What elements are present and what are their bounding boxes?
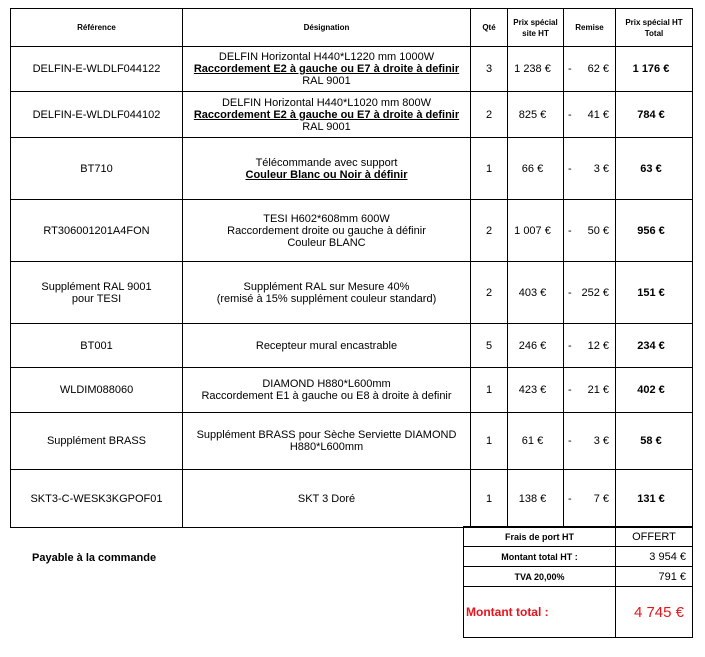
discount-dash: - bbox=[568, 224, 572, 237]
header-unit-price-line1: Prix spécial bbox=[513, 17, 558, 27]
header-unit-price bbox=[508, 9, 564, 47]
designation-line: Raccordement E1 à gauche ou E8 à droite à definir bbox=[201, 390, 452, 402]
discount-dash: - bbox=[568, 286, 572, 299]
payment-terms-note: Payable à la commande bbox=[32, 552, 157, 564]
cell-qty: 2 bbox=[471, 262, 508, 324]
vat-value: 791 € bbox=[616, 567, 693, 587]
cell-designation bbox=[183, 138, 471, 200]
designation-line: Recepteur mural encastrable bbox=[255, 339, 398, 352]
designation-line: Supplément BRASS pour Sèche Serviette DIAMOND bbox=[196, 429, 457, 441]
cell-qty: 1 bbox=[471, 413, 508, 470]
cell-designation bbox=[183, 47, 471, 92]
cell-designation bbox=[183, 470, 471, 528]
grand-total-row bbox=[464, 587, 693, 638]
cell-reference: WLDIM088060 bbox=[11, 368, 183, 413]
designation-line: Télécommande avec support bbox=[255, 156, 398, 169]
shipping-value: OFFERT bbox=[616, 527, 693, 547]
designation-line: TESI H602*608mm 600W bbox=[263, 212, 390, 225]
subtotal-label: Montant total HT : bbox=[464, 547, 616, 567]
cell-designation bbox=[183, 262, 471, 324]
table-row bbox=[11, 413, 693, 470]
cell-designation bbox=[183, 413, 471, 470]
cell-unit-price: 246 € bbox=[508, 324, 564, 368]
designation-line-emphasis: Raccordement E2 à gauche ou E7 à droite à definir bbox=[193, 108, 460, 121]
discount-dash: - bbox=[568, 339, 572, 352]
cell-reference: RT306001201A4FON bbox=[11, 200, 183, 262]
header-qty: Qté bbox=[471, 9, 508, 47]
subtotal-row bbox=[464, 547, 693, 567]
cell-designation bbox=[183, 324, 471, 368]
cell-unit-price: 825 € bbox=[508, 92, 564, 138]
table-row bbox=[11, 262, 693, 324]
cell-discount bbox=[564, 200, 616, 262]
header-discount: Remise bbox=[564, 9, 616, 47]
grand-total-value: 4 745 € bbox=[616, 587, 693, 638]
designation-line-emphasis: Couleur Blanc ou Noir à définir bbox=[245, 168, 408, 181]
table-row bbox=[11, 368, 693, 413]
discount-value: 62 € bbox=[587, 63, 609, 75]
cell-discount bbox=[564, 324, 616, 368]
cell-discount bbox=[564, 138, 616, 200]
designation-line: H880*L600mm bbox=[289, 441, 364, 453]
cell-qty: 1 bbox=[471, 368, 508, 413]
table-row bbox=[11, 47, 693, 92]
cell-qty: 1 bbox=[471, 470, 508, 528]
subtotal-value: 3 954 € bbox=[616, 547, 693, 567]
quote-items-table bbox=[10, 8, 693, 528]
header-total-line2: Total bbox=[644, 28, 664, 38]
totals-summary-table bbox=[463, 526, 693, 638]
cell-reference: DELFIN-E-WLDLF044122 bbox=[11, 47, 183, 92]
cell-qty: 2 bbox=[471, 92, 508, 138]
cell-total: 1 176 € bbox=[616, 47, 693, 92]
cell-unit-price: 66 € bbox=[508, 138, 564, 200]
discount-value: 252 € bbox=[581, 286, 609, 299]
table-row bbox=[11, 324, 693, 368]
header-designation: Désignation bbox=[183, 9, 471, 47]
cell-reference: BT710 bbox=[11, 138, 183, 200]
cell-reference bbox=[11, 262, 183, 324]
designation-line: RAL 9001 bbox=[302, 120, 351, 133]
cell-designation bbox=[183, 368, 471, 413]
discount-value: 7 € bbox=[593, 492, 609, 505]
cell-unit-price: 1 238 € bbox=[508, 47, 564, 92]
header-total bbox=[616, 9, 693, 47]
cell-discount bbox=[564, 413, 616, 470]
discount-dash: - bbox=[568, 162, 572, 175]
vat-label: TVA 20,00% bbox=[464, 567, 616, 587]
cell-qty: 5 bbox=[471, 324, 508, 368]
cell-designation bbox=[183, 200, 471, 262]
table-header-row bbox=[11, 9, 693, 47]
header-unit-price-line2: site HT bbox=[522, 28, 549, 38]
designation-line: DELFIN Horizontal H440*L1220 mm 1000W bbox=[218, 51, 435, 63]
cell-qty: 2 bbox=[471, 200, 508, 262]
cell-discount bbox=[564, 368, 616, 413]
designation-line: Raccordement droite ou gauche à définir bbox=[227, 224, 426, 237]
table-row bbox=[11, 138, 693, 200]
discount-value: 3 € bbox=[593, 435, 609, 447]
cell-total: 784 € bbox=[616, 92, 693, 138]
designation-line: DELFIN Horizontal H440*L1020 mm 800W bbox=[221, 96, 432, 109]
cell-discount bbox=[564, 47, 616, 92]
cell-total: 151 € bbox=[616, 262, 693, 324]
discount-value: 3 € bbox=[593, 162, 609, 175]
table-row bbox=[11, 470, 693, 528]
discount-dash: - bbox=[568, 108, 572, 121]
cell-unit-price: 423 € bbox=[508, 368, 564, 413]
cell-total: 58 € bbox=[616, 413, 693, 470]
designation-line: SKT 3 Doré bbox=[297, 492, 356, 505]
discount-dash: - bbox=[568, 384, 572, 396]
discount-value: 12 € bbox=[587, 339, 609, 352]
designation-line: RAL 9001 bbox=[302, 75, 351, 87]
table-row bbox=[11, 200, 693, 262]
cell-reference: BT001 bbox=[11, 324, 183, 368]
cell-unit-price: 403 € bbox=[508, 262, 564, 324]
cell-reference: SKT3-C-WESK3KGPOF01 bbox=[11, 470, 183, 528]
grand-total-label: Montant total : bbox=[464, 587, 616, 638]
discount-value: 50 € bbox=[587, 224, 609, 237]
shipping-label: Frais de port HT bbox=[464, 527, 616, 547]
discount-value: 41 € bbox=[587, 108, 609, 121]
shipping-row bbox=[464, 527, 693, 547]
cell-qty: 3 bbox=[471, 47, 508, 92]
designation-line: DIAMOND H880*L600mm bbox=[262, 378, 391, 390]
cell-reference: DELFIN-E-WLDLF044102 bbox=[11, 92, 183, 138]
designation-line: Couleur BLANC bbox=[287, 236, 366, 249]
cell-unit-price: 61 € bbox=[508, 413, 564, 470]
discount-value: 21 € bbox=[587, 384, 609, 396]
cell-total: 402 € bbox=[616, 368, 693, 413]
designation-line: (remisé à 15% supplément couleur standard) bbox=[216, 292, 437, 305]
cell-qty: 1 bbox=[471, 138, 508, 200]
cell-unit-price: 1 007 € bbox=[508, 200, 564, 262]
designation-line: Supplément RAL sur Mesure 40% bbox=[243, 280, 410, 293]
vat-row bbox=[464, 567, 693, 587]
designation-line-emphasis: Raccordement E2 à gauche ou E7 à droite à definir bbox=[193, 63, 460, 75]
header-total-line1: Prix spécial HT bbox=[625, 17, 683, 27]
cell-total: 234 € bbox=[616, 324, 693, 368]
table-row bbox=[11, 92, 693, 138]
discount-dash: - bbox=[568, 435, 572, 447]
cell-reference: Supplément BRASS bbox=[11, 413, 183, 470]
discount-dash: - bbox=[568, 63, 572, 75]
cell-designation bbox=[183, 92, 471, 138]
cell-total: 956 € bbox=[616, 200, 693, 262]
cell-unit-price: 138 € bbox=[508, 470, 564, 528]
reference-line: pour TESI bbox=[71, 292, 122, 305]
reference-line: Supplément RAL 9001 bbox=[41, 280, 152, 293]
discount-dash: - bbox=[568, 492, 572, 505]
cell-discount bbox=[564, 262, 616, 324]
cell-total: 63 € bbox=[616, 138, 693, 200]
cell-total: 131 € bbox=[616, 470, 693, 528]
cell-discount bbox=[564, 470, 616, 528]
header-reference: Référence bbox=[11, 9, 183, 47]
cell-discount bbox=[564, 92, 616, 138]
